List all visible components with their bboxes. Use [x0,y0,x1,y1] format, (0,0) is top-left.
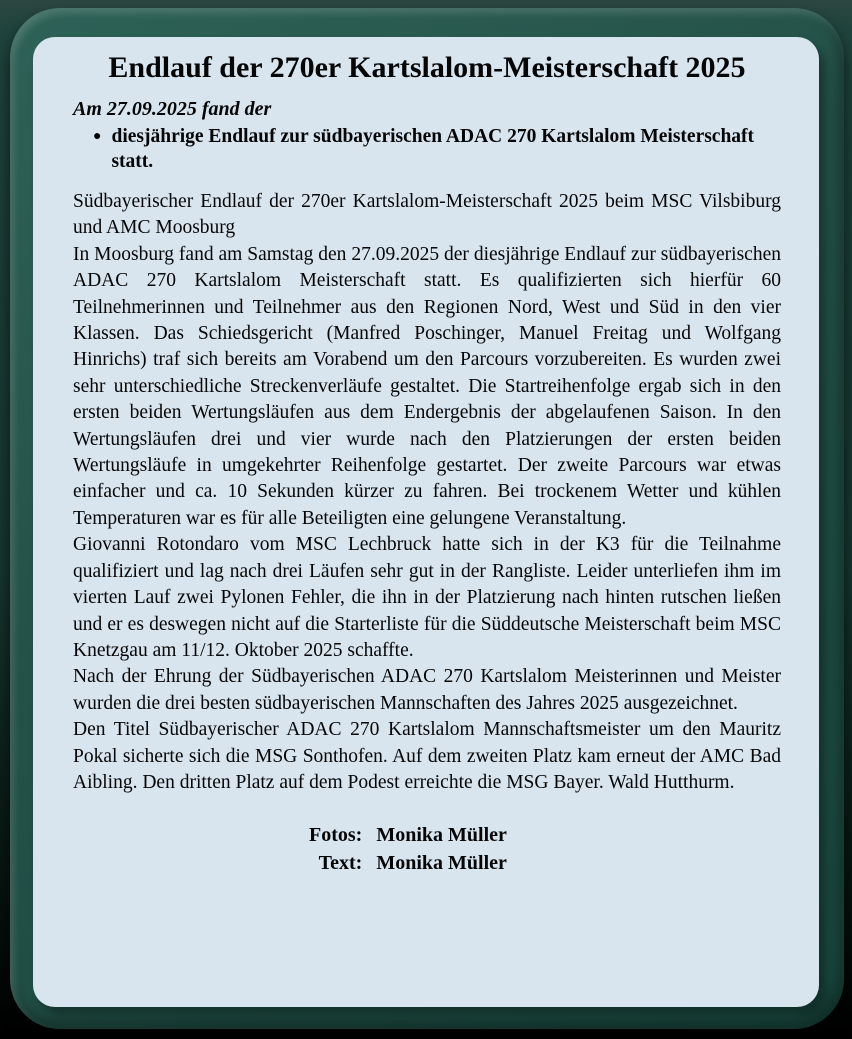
article-page [33,37,819,1007]
credit-name-fotos: Monika Müller [376,824,507,847]
credit-label-text: Text: [318,852,363,875]
bullet-icon: ● [93,129,102,144]
page-title: Endlauf der 270er Kartslalom-Meisterschaft 2025 [108,51,746,84]
credit-label-fotos: Fotos: [309,824,363,847]
body-paragraph-subheading: Südbayerischer Endlauf der 270er Kartslalom-Meisterschaft 2025 beim MSC Vilsbiburg und AMC Moosburg [73,191,781,239]
bullet-item [73,124,781,174]
article-body [73,189,781,796]
bullet-item-text: diesjährige Endlauf zur südbayerischen ADAC 270 Kartslalom Meisterschaft statt. [111,126,755,172]
event-date-line: Am 27.09.2025 fand der [73,98,272,120]
body-paragraph-event-report: In Moosburg fand am Samstag den 27.09.2025 der diesjährige Endlauf zur südbayerischen ADAC 270 Kartslalom Meisterschaft statt. Es qualifizierten sich hierfür 60 Teilnehmerinnen und Teilnehmer aus den Regionen Nord, West und Süd in den vier Klassen. Das Schiedsgericht (Manfred Poschinger, Manuel Freitag und Wolfgang Hinrichs) traf sich bereits am Vorabend um den Parcours vorzubereiten. Es wurden zwei sehr unterschiedliche Streckenverläufe gestaltet. Die Startreihenfolge ergab sich in den ersten beiden Wertungsläufen aus dem Endergebnis der abgelaufenen Saison. In den Wertungsläufen drei und vier wurde nach den Platzierungen der ersten beiden Wertungsläufe in umgekehrter Reihenfolge gestartet. Der zweite Parcours war etwas einfacher und ca. 10 Sekunden kürzer zu fahren. Bei trockenem Wetter und kühlen Temperaturen war es für alle Beteiligten eine gelungene Veranstaltung. [73,243,781,529]
body-paragraph-giovanni: Giovanni Rotondaro vom MSC Lechbruck hatte sich in der K3 für die Teilnahme qualifiziert und lag nach drei Läufen sehr gut in der Rangliste. Leider unterliefen ihm im vierten Lauf zwei Pylonen Fehler, die ihn in der Platzierung nach hinten rutschen ließen und er es deswegen nicht auf die Starterliste für die Süddeutsche Meisterschaft beim MSC Knetzgau am 11/12. Oktober 2025 schaffte. [73,534,781,661]
body-paragraph-ehrung: Nach der Ehrung der Südbayerischen ADAC 270 Kartslalom Meisterinnen und Meister wurden die drei besten südbayerischen Mannschaften des Jahres 2025 ausgezeichnet. [73,666,781,714]
credit-name-text: Monika Müller [376,852,507,875]
teal-frame [10,8,844,1029]
body-paragraph-mannschaft: Den Titel Südbayerischer ADAC 270 Kartslalom Mannschaftsmeister um den Mauritz Pokal sicherte sich die MSG Sonthofen. Auf dem zweiten Platz kam erneut der AMC Bad Aibling. Den dritten Platz auf dem Podest erreichte die MSG Bayer. Wald Hutthurm. [73,719,781,793]
credits-block [309,822,507,877]
